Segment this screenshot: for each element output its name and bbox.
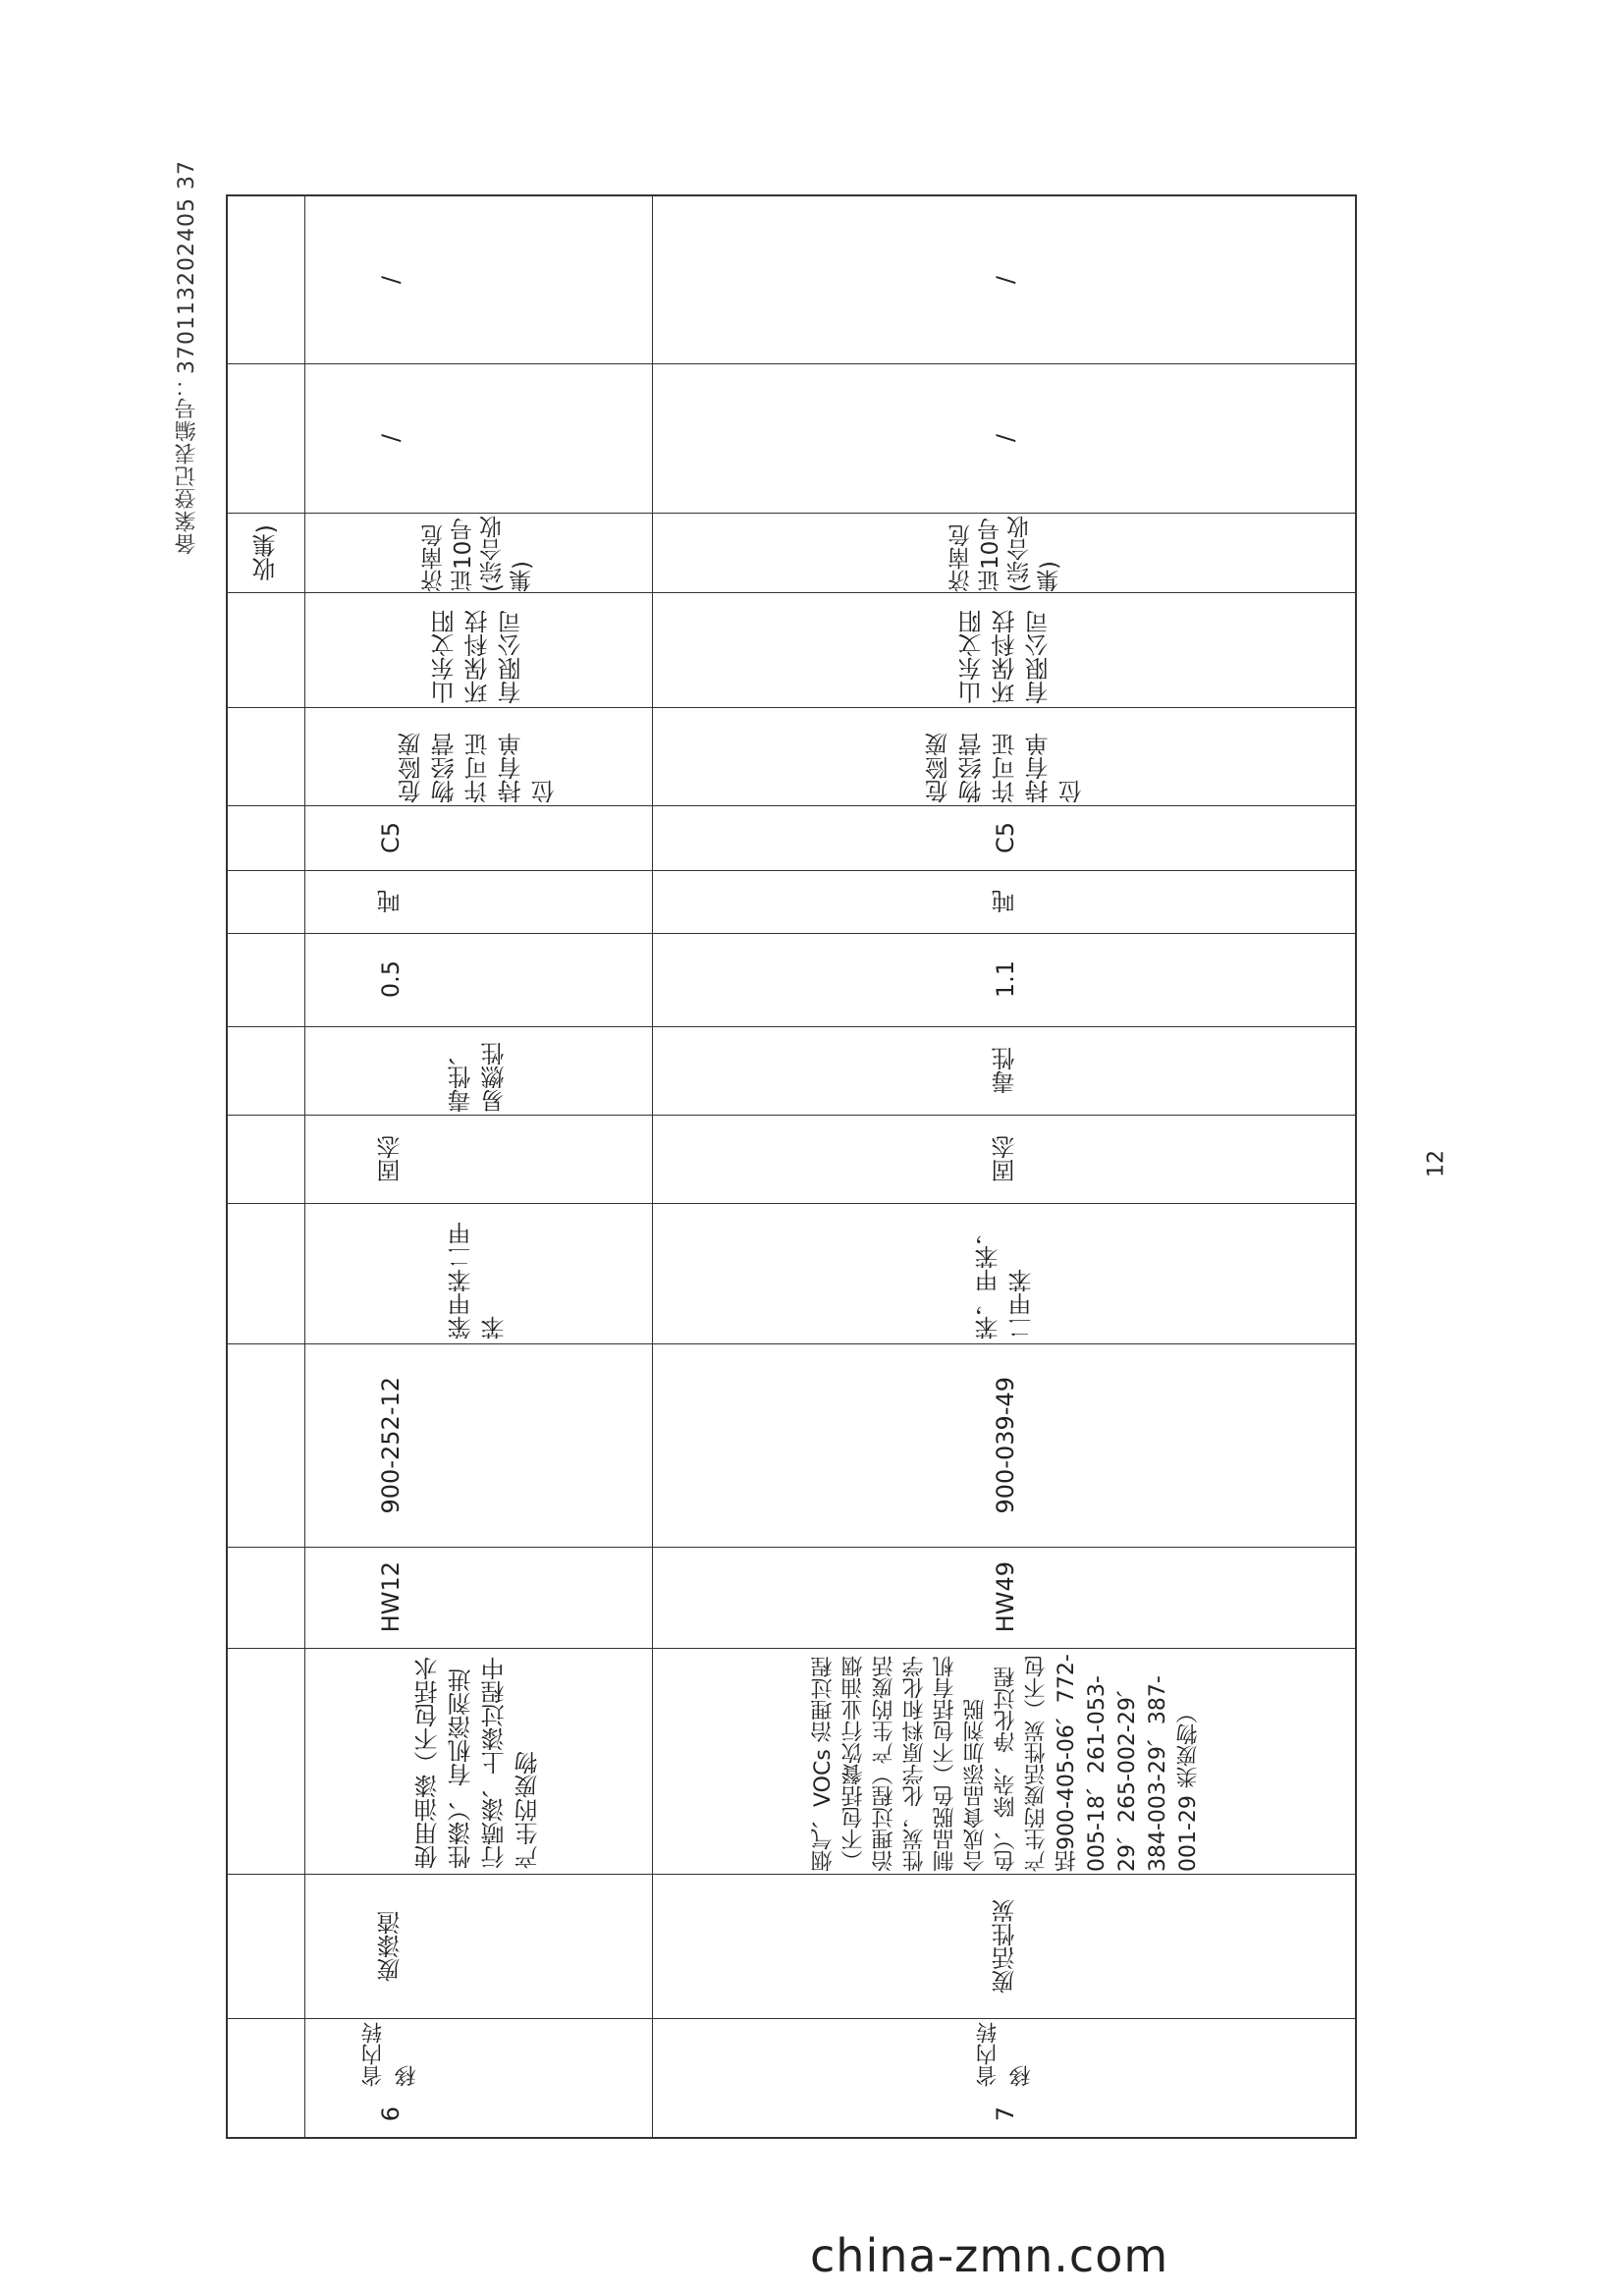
row7-transfer-cell (652, 2018, 1359, 2087)
row6-category-cell (304, 1547, 476, 1648)
row7-extra2: / (992, 275, 1019, 285)
row7-property-cell (652, 1026, 1359, 1115)
row6-category: HW12 (376, 1561, 405, 1633)
row6-name: 废漆渣 (376, 1910, 405, 1982)
row7-mode-cell (652, 805, 1359, 870)
row6-name-cell (304, 1874, 476, 2018)
row6-source: 使用油漆（不包括水性漆）、有机溶剂进行喷漆、上漆过程中产生的废物 (414, 1657, 542, 1869)
row6-form-cell (304, 1115, 476, 1203)
row6-extra1-cell (304, 363, 476, 513)
row7-transfer: 省内转移 (976, 2022, 1034, 2087)
row7-harmful-cell (652, 1203, 1359, 1343)
row7-category: HW49 (992, 1561, 1019, 1633)
row7-unit-cell (652, 870, 1359, 933)
row7-index: 7 (992, 2105, 1019, 2122)
row7-index-cell (652, 2087, 1359, 2141)
row6-harmful: 笨甲苯二甲苯 (448, 1222, 509, 1339)
row6-code-cell (304, 1343, 476, 1547)
header-fragment: 收集) (252, 523, 280, 581)
row7-name-cell (652, 1874, 1359, 2018)
row7-mode: C5 (992, 821, 1019, 854)
row7-license-cell (652, 513, 1359, 592)
row7-code-cell (652, 1343, 1359, 1547)
row7-name: 废活性炭 (992, 1898, 1019, 1994)
row6-license-cell (304, 513, 652, 592)
row6-extra1: / (376, 433, 405, 443)
row6-transfer-cell (304, 2018, 476, 2087)
row6-receiver-cell (304, 592, 652, 707)
row7-license: 济南危证10号(综合收集) (948, 516, 1062, 592)
row6-transfer: 省内转移 (360, 2022, 419, 2087)
row7-extra1: / (992, 433, 1019, 443)
row6-index-cell (304, 2087, 476, 2141)
row7-form-cell (652, 1115, 1359, 1203)
row6-source-cell (304, 1648, 652, 1874)
row6-code: 900-252-12 (376, 1376, 405, 1514)
waste-table (226, 194, 1357, 2139)
row6-unit-cell (304, 870, 476, 933)
header-fragment-cell (228, 513, 304, 592)
row6-harmful-cell (304, 1203, 652, 1343)
row7-receiver-type: 危险废物经营许可证持有单位 (925, 732, 1086, 803)
row6-quantity: 0.5 (376, 960, 405, 999)
row7-harmful: 苯，甲苯，二甲苯 (975, 1222, 1036, 1339)
row6-extra2-cell (304, 196, 476, 363)
row7-category-cell (652, 1547, 1359, 1648)
row7-unit: 吨 (992, 890, 1019, 913)
row6-index: 6 (376, 2105, 405, 2122)
page-number: 12 (1424, 1150, 1449, 1177)
row6-form: 固态 (376, 1135, 405, 1182)
record-number: 备案登记表编号：370113202405 37 (175, 160, 199, 555)
row7-source-cell (652, 1648, 1359, 1874)
row6-unit: 吨 (376, 890, 405, 913)
row6-mode: C5 (376, 821, 405, 854)
row7-extra2-cell (652, 196, 1359, 363)
row6-receiver-type-cell (304, 707, 652, 805)
row7-receiver-cell (652, 592, 1359, 707)
row7-extra1-cell (652, 363, 1359, 513)
row7-receiver-type-cell (652, 707, 1359, 805)
row6-mode-cell (304, 805, 476, 870)
row6-receiver-type: 危险废物经营许可证持有单位 (398, 732, 559, 803)
row7-quantity-cell (652, 933, 1359, 1026)
row7-source: 烟气、VOCs 治理过程（不包括餐饮行业油烟治理过程）产生的废活性炭，化学原料和化学制品脱色（不包括有机合成食品添加剂脱色）、除杂、净化过程产生的废活性炭（不包括900-405-06、772-005-18、261-053-29、265-002-29、384-003-29、387-001-29 类废物） (810, 1653, 1201, 1872)
row6-property-cell (304, 1026, 652, 1115)
row6-extra2: / (376, 275, 405, 285)
row6-quantity-cell (304, 933, 476, 1026)
row6-property: 毒性、易燃性 (448, 1041, 509, 1113)
row7-receiver: 山东文阳环保科技有限公司 (958, 609, 1053, 704)
row7-property: 毒性 (992, 1047, 1019, 1094)
row7-quantity: 1.1 (992, 960, 1019, 999)
row7-form: 固态 (992, 1135, 1019, 1182)
watermark: china-zmn.com (810, 2229, 1169, 2282)
row6-receiver: 山东文阳环保科技有限公司 (431, 609, 525, 704)
row7-code: 900-039-49 (992, 1376, 1019, 1514)
row6-license: 济南危证10号(综合收集) (421, 516, 535, 592)
